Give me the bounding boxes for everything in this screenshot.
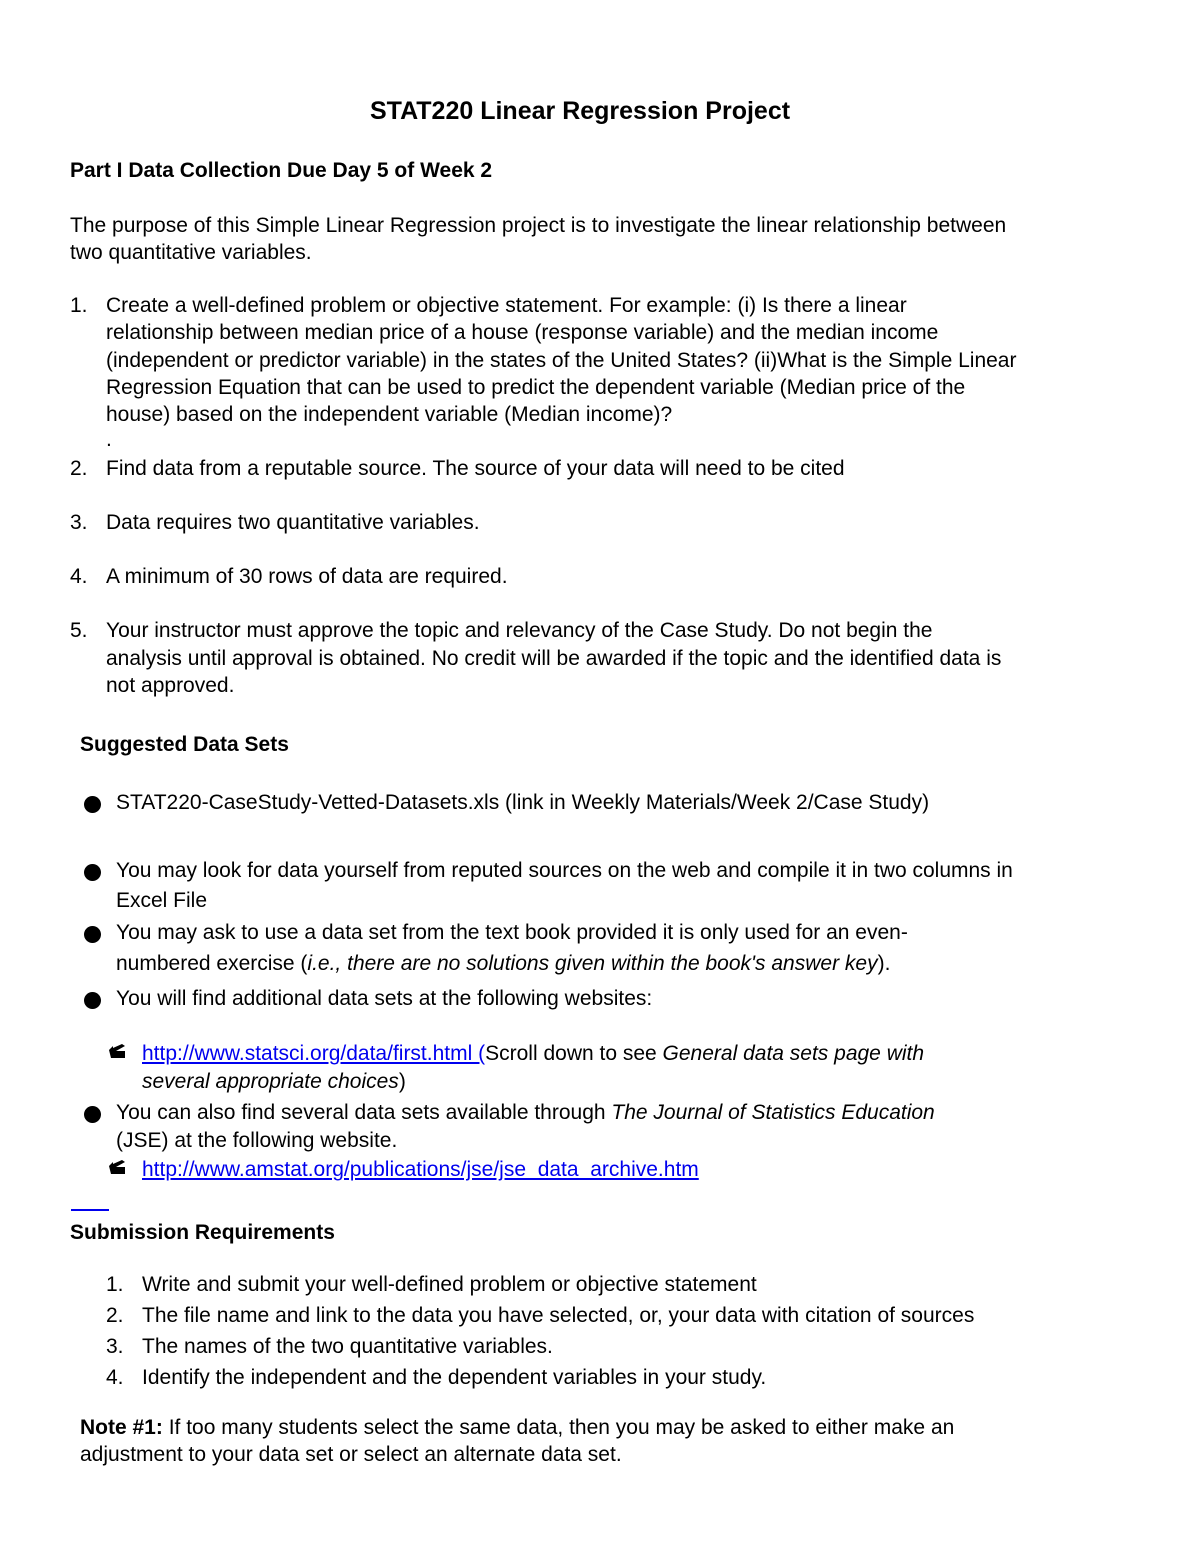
suggested-item-4: You will find additional data sets at the following websites: bbox=[116, 987, 653, 1010]
note-label: Note #1: bbox=[80, 1416, 163, 1439]
step-1-line: Regression Equation that can be used to predict the dependent variable (Median price of the bbox=[106, 376, 966, 399]
step-5-line: analysis until approval is obtained. No credit will be awarded if the topic and the identified data is bbox=[106, 647, 1002, 670]
suggested-item-2-line: Excel File bbox=[116, 889, 208, 912]
bullet-icon bbox=[84, 796, 101, 813]
step-1-line: . bbox=[106, 428, 112, 451]
step-number: 4. bbox=[70, 565, 88, 588]
suggested-heading: Suggested Data Sets bbox=[80, 733, 289, 756]
step-5-line: Your instructor must approve the topic and relevancy of the Case Study. Do not begin the bbox=[106, 619, 933, 642]
note-text: If too many students select the same data, then you may be asked to either make an bbox=[162, 1416, 955, 1439]
suggested-item-5-line: (JSE) at the following website. bbox=[116, 1129, 398, 1152]
step-1-line: house) based on the independent variable (Median income)? bbox=[106, 403, 673, 426]
step-5-line: not approved. bbox=[106, 674, 235, 697]
bullet-icon bbox=[84, 864, 101, 881]
link1-text: Scroll down to see bbox=[485, 1042, 663, 1065]
link1-italic: General data sets page with bbox=[662, 1042, 925, 1065]
amstat-link[interactable]: http://www.amstat.org/publications/jse/jse_data_archive.htm bbox=[142, 1158, 699, 1181]
link1-line2-post: ) bbox=[398, 1070, 406, 1093]
bullet-icon bbox=[84, 1106, 101, 1123]
bullet-icon bbox=[84, 992, 101, 1009]
arrow-bullet-icon bbox=[108, 1043, 126, 1059]
arrow-bullet-icon bbox=[108, 1159, 126, 1175]
b5-pre: You can also find several data sets available through bbox=[116, 1101, 612, 1124]
submission-number: 1. bbox=[106, 1273, 124, 1296]
bullet-icon bbox=[84, 926, 101, 943]
submission-item: Write and submit your well-defined problem or objective statement bbox=[142, 1273, 757, 1296]
statsci-link[interactable]: http://www.statsci.org/data/first.html ( bbox=[142, 1042, 486, 1065]
b3-post: ). bbox=[877, 952, 891, 975]
step-1-line: (independent or predictor variable) in the states of the United States? (ii)What is the Simple Linear bbox=[106, 349, 1017, 372]
step-number: 5. bbox=[70, 619, 88, 642]
step-number: 2. bbox=[70, 457, 88, 480]
page-title: STAT220 Linear Regression Project bbox=[370, 97, 791, 125]
link-line-1 bbox=[142, 1040, 924, 1067]
suggested-item-1: STAT220-CaseStudy-Vetted-Datasets.xls (link in Weekly Materials/Week 2/Case Study) bbox=[116, 791, 930, 814]
step-number: 3. bbox=[70, 511, 88, 534]
submission-item: Identify the independent and the dependent variables in your study. bbox=[142, 1366, 767, 1389]
suggested-item-2-line: You may look for data yourself from reputed sources on the web and compile it in two columns in bbox=[116, 859, 1013, 882]
step-1-line: Create a well-defined problem or objective statement. For example: (i) Is there a linear bbox=[106, 294, 907, 317]
b5-italic: The Journal of Statistics Education bbox=[611, 1101, 935, 1124]
suggested-item-3-line: You may ask to use a data set from the text book provided it is only used for an even- bbox=[116, 921, 908, 944]
step-3-line: Data requires two quantitative variables. bbox=[106, 511, 480, 534]
b3-pre: numbered exercise ( bbox=[116, 952, 308, 975]
note-line-2: adjustment to your data set or select an alternate data set. bbox=[80, 1443, 622, 1466]
step-1-line: relationship between median price of a house (response variable) and the median income bbox=[106, 321, 939, 344]
submission-item: The names of the two quantitative variables. bbox=[142, 1335, 553, 1358]
note-line-1 bbox=[80, 1414, 954, 1441]
divider bbox=[71, 1209, 109, 1211]
submission-item: The file name and link to the data you have selected, or, your data with citation of sources bbox=[142, 1304, 975, 1327]
submission-number: 4. bbox=[106, 1366, 124, 1389]
part1-heading: Part I Data Collection Due Day 5 of Week 2 bbox=[70, 159, 493, 182]
b3-italic: i.e., there are no solutions given within the book's answer key bbox=[307, 952, 878, 975]
step-2-line: Find data from a reputable source. The source of your data will need to be cited bbox=[106, 457, 845, 480]
submission-number: 3. bbox=[106, 1335, 124, 1358]
suggested-item-3-line bbox=[116, 950, 890, 977]
intro-line-1: The purpose of this Simple Linear Regression project is to investigate the linear relationship between bbox=[70, 214, 1007, 237]
submission-number: 2. bbox=[106, 1304, 124, 1327]
link1-line2-italic: several appropriate choices bbox=[142, 1070, 399, 1093]
link-line-1b bbox=[142, 1068, 406, 1095]
step-number: 1. bbox=[70, 294, 88, 317]
submission-heading: Submission Requirements bbox=[70, 1221, 335, 1244]
step-4-line: A minimum of 30 rows of data are required. bbox=[106, 565, 508, 588]
intro-line-2: two quantitative variables. bbox=[70, 241, 312, 264]
suggested-item-5-line bbox=[116, 1099, 935, 1126]
